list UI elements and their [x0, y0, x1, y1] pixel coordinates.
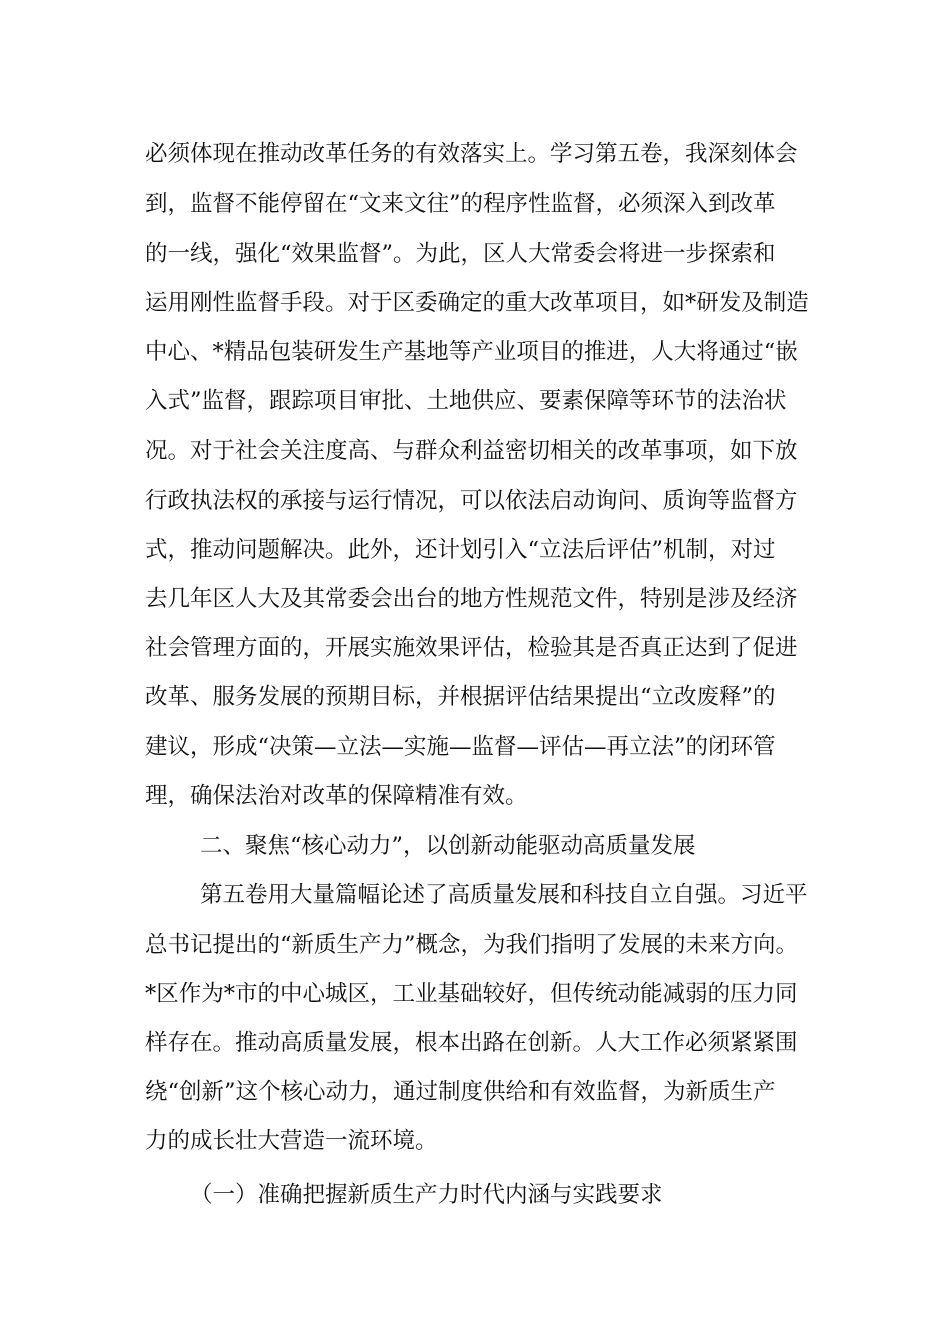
paragraph-line: 中心、*精品包装研发生产基地等产业项目的推进，人大将通过“嵌 — [145, 339, 798, 365]
paragraph-line: 况。对于社会关注度高、与群众利益密切相关的改革事项，如下放 — [145, 438, 798, 464]
paragraph-line: 样存在。推动高质量发展，根本出路在创新。人大工作必须紧紧围 — [145, 1030, 798, 1056]
paragraph-line: 的一线，强化“效果监督”。为此，区人大常委会将进一步探索和 — [145, 241, 776, 267]
paragraph-line: 运用刚性监督手段。对于区委确定的重大改革项目，如*研发及制造 — [145, 290, 809, 316]
paragraph-line: 社会管理方面的，开展实施效果评估，检验其是否真正达到了促进 — [145, 635, 798, 661]
paragraph-line: 去几年区人大及其常委会出台的地方性规范文件，特别是涉及经济 — [145, 586, 798, 612]
paragraph-line: 改革、服务发展的预期目标，并根据评估结果提出“立改废释”的 — [145, 684, 776, 710]
section-heading: 二、聚焦“核心动力”，以创新动能驱动高质量发展 — [200, 833, 696, 859]
paragraph-line: 第五卷用大量篇幅论述了高质量发展和科技自立自强。习近平 — [200, 882, 808, 908]
paragraph-line: 式，推动问题解决。此外，还计划引入“立法后评估”机制，对过 — [145, 537, 776, 563]
paragraph-line: 力的成长壮大营造一流环境。 — [145, 1128, 438, 1154]
paragraph-line: 总书记提出的“新质生产力”概念，为我们指明了发展的未来方向。 — [145, 932, 799, 958]
subsection-heading: （一）准确把握新质生产力时代内涵与实践要求 — [190, 1182, 663, 1208]
paragraph-line: 必须体现在推动改革任务的有效落实上。学习第五卷，我深刻体会 — [145, 141, 798, 167]
paragraph-line: 行政执法权的承接与运行情况，可以依法启动询问、质询等监督方 — [145, 488, 798, 514]
paragraph-line: 理，确保法治对改革的保障精准有效。 — [145, 783, 528, 809]
paragraph-line: 入式”监督，跟踪项目审批、土地供应、要素保障等环节的法治状 — [145, 388, 787, 414]
paragraph-line: *区作为*市的中心城区，工业基础较好，但传统动能减弱的压力同 — [145, 981, 798, 1007]
paragraph-line: 建议，形成“决策—立法—实施—监督—评估—再立法”的闭环管 — [145, 734, 776, 760]
paragraph-line: 绕“创新”这个核心动力，通过制度供给和有效监督，为新质生产 — [145, 1079, 776, 1105]
paragraph-line: 到，监督不能停留在“文来文往”的程序性监督，必须深入到改革 — [145, 191, 776, 217]
